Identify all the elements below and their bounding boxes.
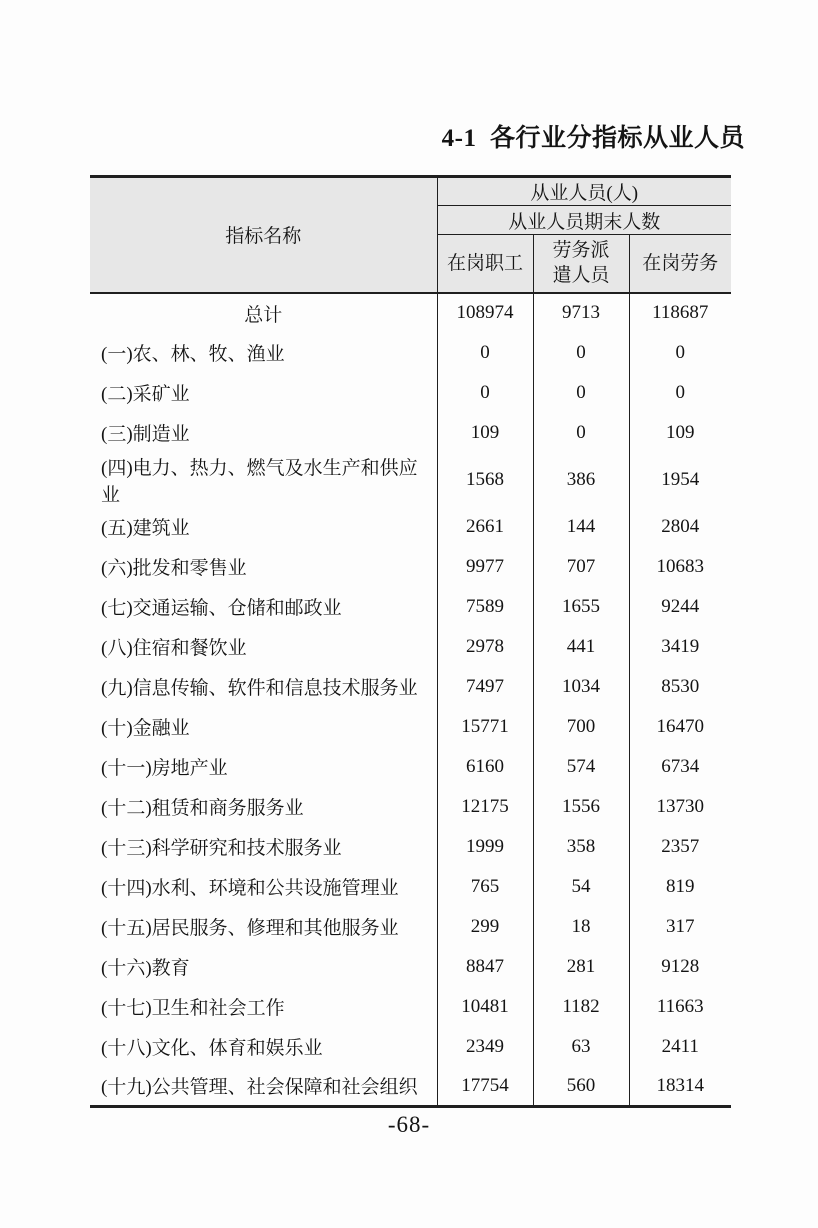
table-row bbox=[90, 547, 731, 587]
table-row bbox=[90, 507, 731, 547]
column-header-label: 在岗职工 bbox=[446, 252, 523, 274]
row-label: (十六)教育 bbox=[90, 947, 437, 987]
row-label: (四)电力、热力、燃气及水生产和供应业 bbox=[90, 453, 437, 507]
cell-value: 9244 bbox=[661, 595, 700, 617]
column-header-dispatch-personnel bbox=[533, 235, 629, 293]
cell-value: 560 bbox=[533, 1067, 629, 1107]
cell-value: 109 bbox=[666, 421, 695, 443]
cell-value: 0 bbox=[437, 333, 533, 373]
cell-value: 63 bbox=[533, 1027, 629, 1067]
cell-value: 2661 bbox=[437, 507, 533, 547]
cell-value: 1954 bbox=[661, 468, 700, 490]
cell-value: 0 bbox=[675, 381, 685, 403]
table-row bbox=[90, 413, 731, 453]
cell-value: 765 bbox=[437, 867, 533, 907]
cell-value: 0 bbox=[533, 373, 629, 413]
cell-value: 299 bbox=[437, 907, 533, 947]
column-header-on-duty-staff bbox=[437, 235, 533, 293]
cell-value: 441 bbox=[533, 627, 629, 667]
cell-value: 700 bbox=[533, 707, 629, 747]
table-row bbox=[90, 373, 731, 413]
row-label: (十)金融业 bbox=[90, 707, 437, 747]
cell-value: 9977 bbox=[437, 547, 533, 587]
row-label: (七)交通运输、仓储和邮政业 bbox=[90, 587, 437, 627]
cell-value: 108974 bbox=[437, 293, 533, 333]
cell-value: 281 bbox=[533, 947, 629, 987]
row-label: (十二)租赁和商务服务业 bbox=[90, 787, 437, 827]
cell-value: 18 bbox=[533, 907, 629, 947]
row-label: (六)批发和零售业 bbox=[90, 547, 437, 587]
header-row-group-top bbox=[90, 177, 731, 206]
employment-by-industry-table bbox=[90, 175, 731, 1108]
table-row bbox=[90, 1067, 731, 1107]
cell-value: 0 bbox=[437, 373, 533, 413]
cell-value: 2804 bbox=[661, 515, 700, 537]
cell-value: 2349 bbox=[437, 1027, 533, 1067]
row-label: (三)制造业 bbox=[90, 413, 437, 453]
cell-value: 1568 bbox=[437, 453, 533, 507]
row-label: (十五)居民服务、修理和其他服务业 bbox=[90, 907, 437, 947]
table-row bbox=[90, 707, 731, 747]
table-row bbox=[90, 627, 731, 667]
row-label: (十八)文化、体育和娱乐业 bbox=[90, 1027, 437, 1067]
table-row bbox=[90, 947, 731, 987]
table-body bbox=[90, 293, 731, 1107]
row-label: 总计 bbox=[90, 293, 437, 333]
cell-value: 7497 bbox=[437, 667, 533, 707]
cell-value: 10481 bbox=[437, 987, 533, 1027]
cell-value: 1556 bbox=[533, 787, 629, 827]
cell-value: 1182 bbox=[533, 987, 629, 1027]
cell-value: 0 bbox=[533, 333, 629, 373]
row-label: (十七)卫生和社会工作 bbox=[90, 987, 437, 1027]
table-row bbox=[90, 667, 731, 707]
cell-value: 0 bbox=[533, 413, 629, 453]
row-label: (九)信息传输、软件和信息技术服务业 bbox=[90, 667, 437, 707]
cell-value: 13730 bbox=[656, 795, 704, 817]
table-row bbox=[90, 293, 731, 333]
cell-value: 12175 bbox=[437, 787, 533, 827]
table-header bbox=[90, 177, 731, 293]
cell-value: 18314 bbox=[656, 1074, 704, 1096]
cell-value: 317 bbox=[666, 915, 695, 937]
row-label: (八)住宿和餐饮业 bbox=[90, 627, 437, 667]
column-header-label: 在岗劳务 bbox=[642, 252, 719, 274]
cell-value: 118687 bbox=[652, 302, 709, 323]
column-group-employed-persons: 从业人员(人) bbox=[437, 177, 731, 206]
page-title: 4-1 各行业分指标从业人员 bbox=[441, 125, 745, 152]
cell-value: 386 bbox=[533, 453, 629, 507]
row-label: (十四)水利、环境和公共设施管理业 bbox=[90, 867, 437, 907]
row-label: (二)采矿业 bbox=[90, 373, 437, 413]
cell-value: 10683 bbox=[656, 555, 704, 577]
column-header-label-line2: 遣人员 bbox=[552, 265, 610, 287]
column-header-on-duty-labor bbox=[629, 235, 731, 293]
cell-value: 707 bbox=[533, 547, 629, 587]
row-label: (十一)房地产业 bbox=[90, 747, 437, 787]
table-row bbox=[90, 827, 731, 867]
row-label: (十三)科学研究和技术服务业 bbox=[90, 827, 437, 867]
cell-value: 15771 bbox=[437, 707, 533, 747]
row-label: (一)农、林、牧、渔业 bbox=[90, 333, 437, 373]
cell-value: 144 bbox=[533, 507, 629, 547]
cell-value: 6160 bbox=[437, 747, 533, 787]
cell-value: 3419 bbox=[661, 635, 700, 657]
table-row bbox=[90, 787, 731, 827]
table-row bbox=[90, 867, 731, 907]
cell-value: 11663 bbox=[656, 995, 704, 1017]
cell-value: 16470 bbox=[656, 715, 704, 737]
cell-value: 9128 bbox=[661, 955, 700, 977]
table-row bbox=[90, 907, 731, 947]
cell-value: 1034 bbox=[533, 667, 629, 707]
column-header-indicator-name: 指标名称 bbox=[90, 177, 437, 293]
cell-value: 109 bbox=[437, 413, 533, 453]
table-row bbox=[90, 747, 731, 787]
cell-value: 1999 bbox=[437, 827, 533, 867]
table-row bbox=[90, 453, 731, 507]
cell-value: 7589 bbox=[437, 587, 533, 627]
cell-value: 358 bbox=[533, 827, 629, 867]
row-label: (十九)公共管理、社会保障和社会组织 bbox=[90, 1067, 437, 1107]
cell-value: 54 bbox=[533, 867, 629, 907]
cell-value: 6734 bbox=[661, 755, 700, 777]
cell-value: 574 bbox=[533, 747, 629, 787]
table-row bbox=[90, 587, 731, 627]
cell-value: 819 bbox=[666, 875, 695, 897]
table-row bbox=[90, 333, 731, 373]
cell-value: 2411 bbox=[661, 1035, 699, 1057]
table-row bbox=[90, 987, 731, 1027]
cell-value: 8530 bbox=[661, 675, 700, 697]
cell-value: 8847 bbox=[437, 947, 533, 987]
cell-value: 0 bbox=[675, 341, 685, 363]
cell-value: 2357 bbox=[661, 835, 700, 857]
page-number: -68- bbox=[387, 1112, 431, 1137]
cell-value: 1655 bbox=[533, 587, 629, 627]
column-group-period-end-headcount: 从业人员期末人数 bbox=[437, 206, 731, 235]
row-label: (五)建筑业 bbox=[90, 507, 437, 547]
cell-value: 2978 bbox=[437, 627, 533, 667]
cell-value: 9713 bbox=[533, 293, 629, 333]
column-header-label-line1: 劳务派 bbox=[552, 240, 610, 262]
cell-value: 17754 bbox=[437, 1067, 533, 1107]
table-row bbox=[90, 1027, 731, 1067]
